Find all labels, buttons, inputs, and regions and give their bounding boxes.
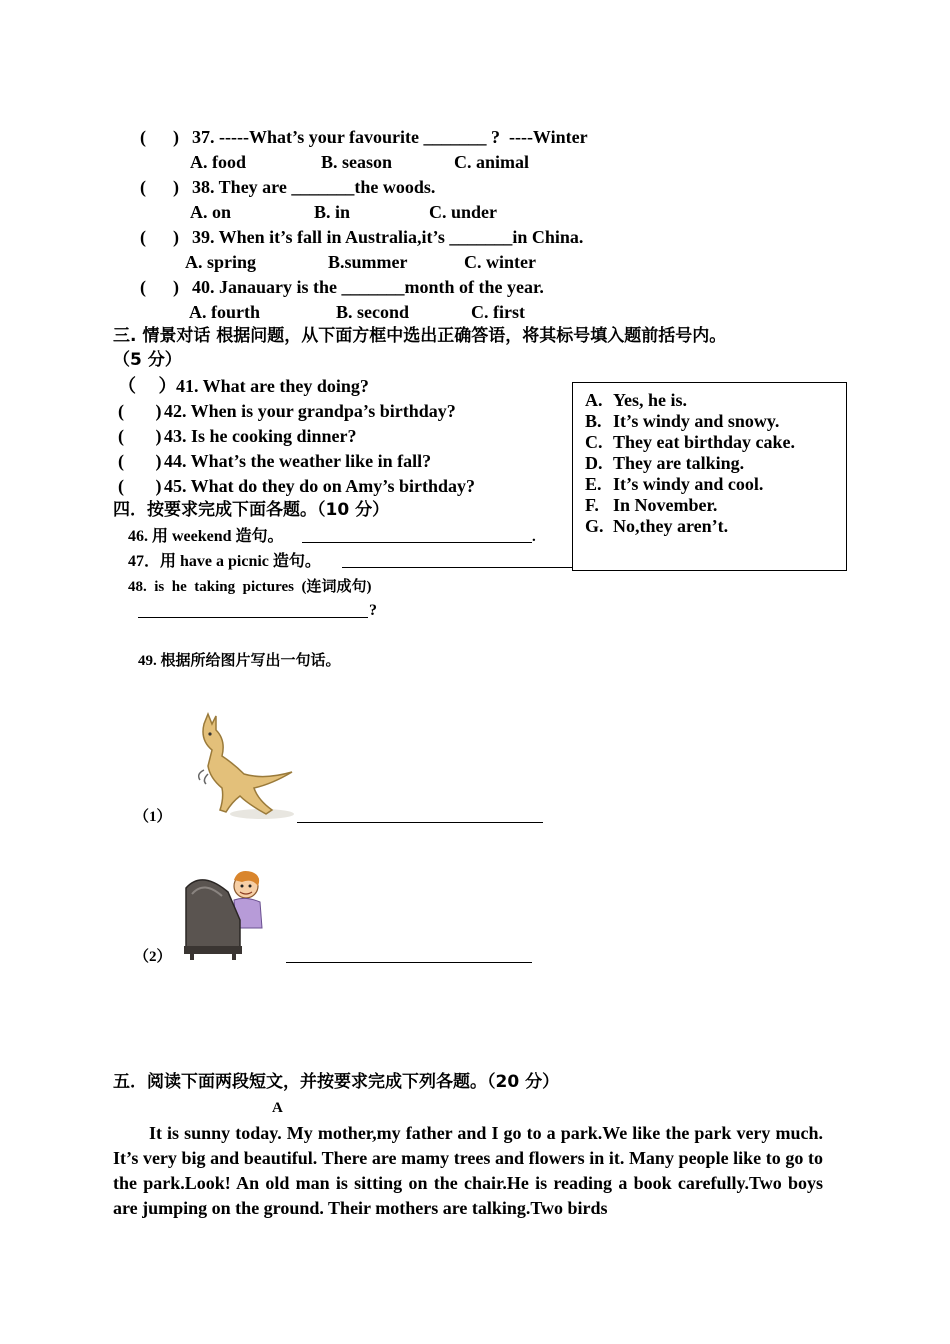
period: . bbox=[532, 529, 536, 545]
passage-text: It is sunny today. My mother,my father and I go to a park.We like the park very much. It’s very big and beautiful. There are mamy trees and flowers in it. Many people like to go to the park.Look! An old man is sitting on the chair.He is reading a book carefully.Two boys are jumping on the ground. Their mothers are talking.Two birds bbox=[113, 1123, 823, 1218]
question-47: 47．用 have a picnic 造句。 bbox=[128, 553, 321, 570]
answer-line-47[interactable] bbox=[342, 551, 572, 568]
option-b: B. season bbox=[321, 152, 393, 172]
piano-boy-icon bbox=[182, 868, 278, 960]
answer-paren[interactable]: ( ) bbox=[118, 426, 162, 446]
option-c: C. animal bbox=[454, 152, 530, 172]
answer-paren[interactable]: ( ) bbox=[140, 127, 179, 147]
answer-paren[interactable]: ( ) bbox=[140, 227, 179, 247]
answer-option: D. They are talking. bbox=[585, 453, 745, 473]
option-b: B. second bbox=[336, 302, 410, 322]
section5-title: 五．阅读下面两段短文，并按要求完成下列各题。（20 分） bbox=[113, 1072, 560, 1092]
question-stem: 38. They are _______the woods. bbox=[192, 177, 436, 197]
question-text: 43. Is he cooking dinner? bbox=[164, 426, 357, 446]
picture-label-2: （2） bbox=[134, 949, 172, 965]
answer-line-48[interactable] bbox=[138, 601, 368, 618]
answer-option: C. They eat birthday cake. bbox=[585, 432, 795, 452]
question-49: 49. 根据所给图片写出一句话。 bbox=[138, 653, 341, 669]
reading-passage bbox=[113, 1121, 823, 1221]
option-a: A. on bbox=[190, 202, 232, 222]
question-text: 42. When is your grandpa’s birthday? bbox=[164, 401, 456, 421]
answer-line-49-1[interactable] bbox=[297, 806, 543, 823]
answer-option: G. No,they aren’t. bbox=[585, 516, 729, 536]
question-stem: 37. -----What’s your favourite _______ ? ----Winter bbox=[192, 127, 588, 147]
answer-option: A. Yes, he is. bbox=[585, 390, 688, 410]
option-c: C. winter bbox=[464, 252, 536, 272]
option-c: C. first bbox=[471, 302, 525, 322]
answer-line-46[interactable] bbox=[302, 526, 532, 543]
answer-options-box bbox=[572, 382, 847, 571]
answer-paren[interactable]: ( ) bbox=[118, 476, 162, 496]
answer-paren[interactable]: （ ） bbox=[118, 376, 177, 396]
question-stem: 39. When it’s fall in Australia,it’s _______in China. bbox=[192, 227, 584, 247]
question-stem: 40. Janauary is the _______month of the year. bbox=[192, 277, 544, 297]
answer-paren[interactable]: ( ) bbox=[140, 177, 179, 197]
option-a: A. food bbox=[190, 152, 247, 172]
answer-option: F. In November. bbox=[585, 495, 718, 515]
answer-option: E. It’s windy and cool. bbox=[585, 474, 764, 494]
section4-title: 四．按要求完成下面各题。（10 分） bbox=[113, 500, 390, 520]
answer-paren[interactable]: ( ) bbox=[140, 277, 179, 297]
picture-label-1: （1） bbox=[134, 809, 172, 825]
answer-paren[interactable]: ( ) bbox=[118, 451, 162, 471]
question-mark: ? bbox=[369, 602, 377, 619]
kangaroo-icon bbox=[182, 710, 297, 822]
answer-line-49-2[interactable] bbox=[286, 946, 532, 963]
question-48: 48. is he taking pictures (连词成句) bbox=[128, 579, 372, 595]
question-46: 46. 用 weekend 造句。 bbox=[128, 528, 284, 545]
question-text: 44. What’s the weather like in fall? bbox=[164, 451, 432, 471]
option-a: A. fourth bbox=[189, 302, 260, 322]
answer-paren[interactable]: ( ) bbox=[118, 401, 162, 421]
answer-option: B. It’s windy and snowy. bbox=[585, 411, 780, 431]
option-a: A. spring bbox=[185, 252, 257, 272]
option-c: C. under bbox=[429, 202, 498, 222]
question-text: 45. What do they do on Amy’s birthday? bbox=[164, 476, 476, 496]
section3-title: 三. 情景对话 根据问题，从下面方框中选出正确答语，将其标号填入题前括号内。 bbox=[113, 326, 727, 346]
option-b: B. in bbox=[314, 202, 351, 222]
section3-score: （5 分） bbox=[113, 350, 182, 370]
question-text: 41. What are they doing? bbox=[176, 376, 369, 396]
passage-label: A bbox=[272, 1100, 283, 1116]
option-b: B.summer bbox=[328, 252, 408, 272]
